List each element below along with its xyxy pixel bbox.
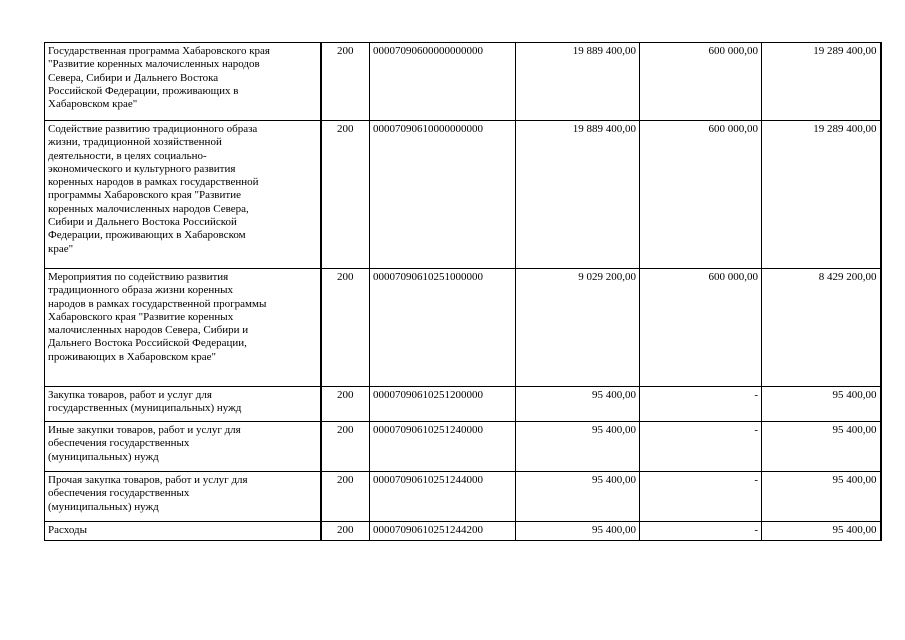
approved-amount-cell: 95 400,00 bbox=[516, 422, 640, 472]
row-name-cell: Прочая закупка товаров, работ и услуг для обеспечения государственных (муниципальных) нужд bbox=[45, 472, 321, 522]
executed-amount-cell: 600 000,00 bbox=[640, 43, 762, 121]
table-row bbox=[45, 472, 881, 522]
budget-code-cell: 00007090600000000000 bbox=[370, 43, 516, 121]
approved-amount-cell: 95 400,00 bbox=[516, 387, 640, 422]
executed-amount-cell: - bbox=[640, 522, 762, 541]
executed-amount-cell: 600 000,00 bbox=[640, 121, 762, 269]
budget-code-cell: 00007090610251000000 bbox=[370, 269, 516, 387]
executed-amount-cell: - bbox=[640, 387, 762, 422]
budget-expenses-table bbox=[44, 42, 882, 541]
admin-code-cell: 200 bbox=[321, 472, 370, 522]
admin-code-cell: 200 bbox=[321, 121, 370, 269]
remaining-amount-cell: 95 400,00 bbox=[762, 422, 881, 472]
table-row bbox=[45, 43, 881, 121]
executed-amount-cell: - bbox=[640, 472, 762, 522]
executed-amount-cell: 600 000,00 bbox=[640, 269, 762, 387]
approved-amount-cell: 19 889 400,00 bbox=[516, 43, 640, 121]
approved-amount-cell: 19 889 400,00 bbox=[516, 121, 640, 269]
admin-code-cell: 200 bbox=[321, 43, 370, 121]
budget-code-cell: 00007090610251244200 bbox=[370, 522, 516, 541]
remaining-amount-cell: 19 289 400,00 bbox=[762, 43, 881, 121]
row-name-cell: Расходы bbox=[45, 522, 321, 541]
remaining-amount-cell: 95 400,00 bbox=[762, 472, 881, 522]
remaining-amount-cell: 95 400,00 bbox=[762, 522, 881, 541]
admin-code-cell: 200 bbox=[321, 387, 370, 422]
table-row bbox=[45, 269, 881, 387]
row-name-cell: Мероприятия по содействию развития традиционного образа жизни коренных народов в рамках государственной программы Хабаровского края "Развитие коренных малочисленных народов Севера, Сибири и Дальнего Востока Российской Федерации, проживающих в Хабаровском крае" bbox=[45, 269, 321, 387]
table-row bbox=[45, 422, 881, 472]
row-name-cell: Государственная программа Хабаровского края "Развитие коренных малочисленных народов Севера, Сибири и Дальнего Востока Российской Федерации, проживающих в Хабаровском крае" bbox=[45, 43, 321, 121]
executed-amount-cell: - bbox=[640, 422, 762, 472]
table-row bbox=[45, 522, 881, 541]
table-row bbox=[45, 121, 881, 269]
row-name-cell: Закупка товаров, работ и услуг для государственных (муниципальных) нужд bbox=[45, 387, 321, 422]
budget-code-cell: 00007090610251244000 bbox=[370, 472, 516, 522]
table-row bbox=[45, 387, 881, 422]
remaining-amount-cell: 95 400,00 bbox=[762, 387, 881, 422]
budget-code-cell: 00007090610000000000 bbox=[370, 121, 516, 269]
admin-code-cell: 200 bbox=[321, 522, 370, 541]
remaining-amount-cell: 19 289 400,00 bbox=[762, 121, 881, 269]
budget-code-cell: 00007090610251240000 bbox=[370, 422, 516, 472]
approved-amount-cell: 95 400,00 bbox=[516, 522, 640, 541]
approved-amount-cell: 95 400,00 bbox=[516, 472, 640, 522]
row-name-cell: Иные закупки товаров, работ и услуг для обеспечения государственных (муниципальных) нужд bbox=[45, 422, 321, 472]
approved-amount-cell: 9 029 200,00 bbox=[516, 269, 640, 387]
row-name-cell: Содействие развитию традиционного образа жизни, традиционной хозяйственной деятельности, в целях социально- экономического и культурного развития коренных народов в рамках государственной программы Хабаровского края "Развитие коренных малочисленных народов Севера, Сибири и Дальнего Востока Российской Федерации, проживающих в Хабаровском крае" bbox=[45, 121, 321, 269]
admin-code-cell: 200 bbox=[321, 422, 370, 472]
remaining-amount-cell: 8 429 200,00 bbox=[762, 269, 881, 387]
budget-code-cell: 00007090610251200000 bbox=[370, 387, 516, 422]
admin-code-cell: 200 bbox=[321, 269, 370, 387]
